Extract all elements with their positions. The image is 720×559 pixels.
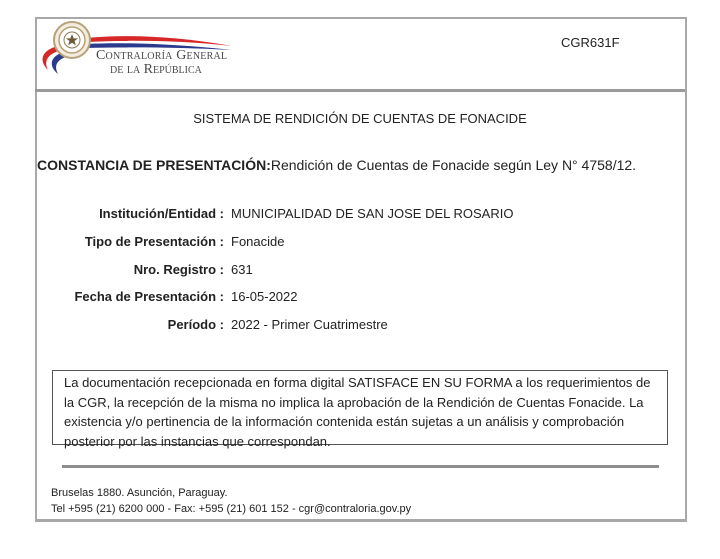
- field-value: 631: [231, 262, 253, 277]
- constancia-line: [37, 157, 636, 173]
- header-divider: [35, 89, 685, 92]
- footer-contact: Tel +595 (21) 6200 000 - Fax: +595 (21) 601 152 - cgr@contraloria.gov.py: [51, 503, 412, 515]
- footer-address: Bruselas 1880. Asunción, Paraguay.: [51, 487, 228, 499]
- disclaimer-note: La documentación recepcionada en forma digital SATISFACE EN SU FORMA a los requerimientos de la CGR, la recepción de la misma no implica la aprobación de la Rendición de Cuentas Fonacide. La existencia y/o pertinencia de la información contenida están sujetas a un análisis y comprobación posterior por las instancias que correspondan.: [52, 370, 668, 445]
- field-label: Tipo de Presentación :: [84, 234, 224, 249]
- constancia-label: CONSTANCIA DE PRESENTACIÓN:: [37, 157, 271, 173]
- field-label: Período :: [167, 317, 224, 332]
- constancia-text: Rendición de Cuentas de Fonacide según Ley N° 4758/12.: [270, 157, 637, 173]
- footer-divider: [62, 465, 659, 468]
- field-value: Fonacide: [231, 234, 285, 249]
- system-title: SISTEMA DE RENDICIÓN DE CUENTAS DE FONACIDE: [193, 111, 527, 126]
- field-value: MUNICIPALIDAD DE SAN JOSE DEL ROSARIO: [231, 206, 514, 221]
- field-label: Fecha de Presentación :: [74, 289, 224, 304]
- field-label: Nro. Registro :: [133, 262, 224, 277]
- field-value: 2022 - Primer Cuatrimestre: [231, 317, 388, 332]
- logo-title-line2: de la República: [110, 62, 202, 77]
- field-label: Institución/Entidad :: [99, 206, 224, 221]
- field-value: 16-05-2022: [231, 289, 298, 304]
- form-code: CGR631F: [561, 35, 620, 50]
- logo-title-line1: Contraloría General: [96, 48, 228, 63]
